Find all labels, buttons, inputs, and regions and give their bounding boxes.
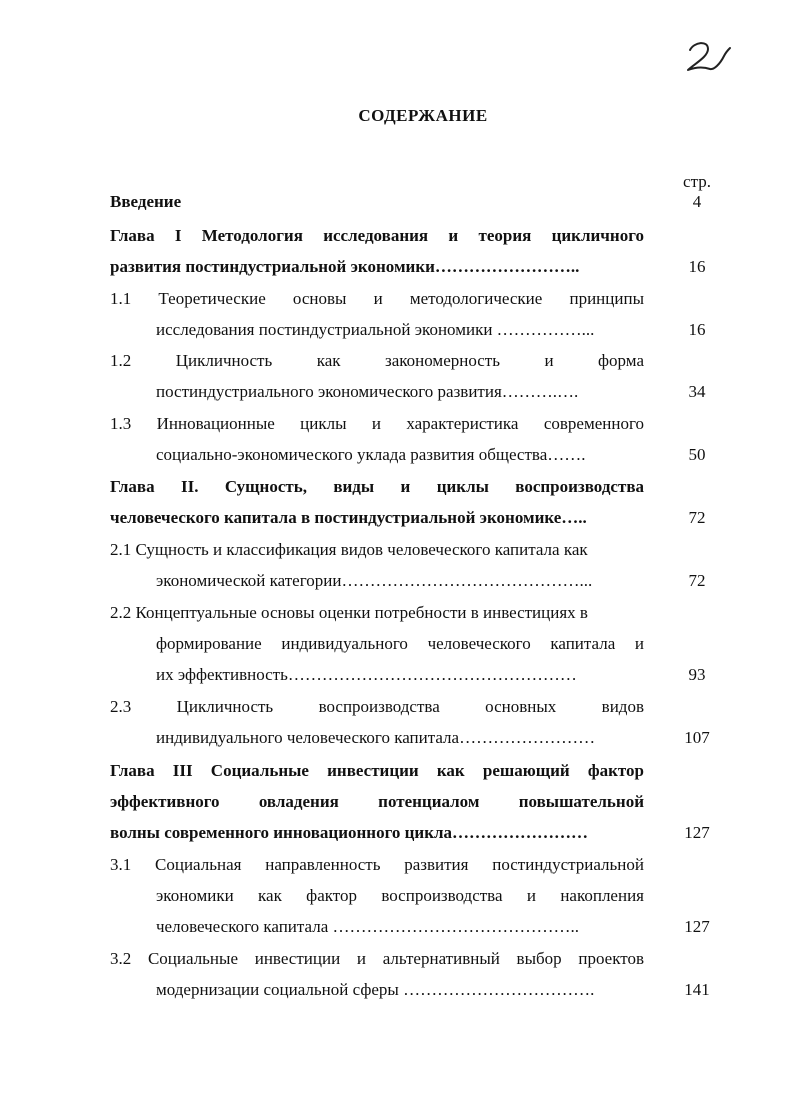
toc-entry-line: индивидуального человеческого капитала…………………… (156, 728, 596, 747)
toc-entry-line: человеческого капитала в постиндустриальной экономике….. (110, 508, 587, 527)
page-title: СОДЕРЖАНИЕ (358, 106, 488, 125)
toc-entry-line: экономики как фактор воспроизводства и накопления (156, 886, 644, 905)
toc-entry-line: 2.2 Концептуальные основы оценки потребности в инвестициях в (110, 603, 588, 622)
toc-entry-page: 16 (688, 257, 706, 276)
toc-entry-line: 3.1 Социальная направленность развития постиндустриальной (110, 855, 644, 874)
toc-entry-line: 3.2 Социальные инвестиции и альтернативный выбор проектов (110, 949, 644, 968)
toc-entry-line: исследования постиндустриальной экономики ……………... (156, 320, 595, 339)
toc-entry-line: экономической категории……………………………………... (156, 571, 593, 590)
toc-entry-line: Введение (110, 192, 182, 211)
toc-entry-line: 2.3 Цикличность воспроизводства основных видов (110, 697, 644, 716)
toc-entry-line: развития постиндустриальной экономики…………………….. (110, 257, 580, 276)
toc-entry-page: 72 (688, 508, 706, 527)
page-column-header: стр. (683, 172, 711, 191)
toc-entry-page: 127 (684, 917, 710, 936)
toc-entry-line: постиндустриального экономического развития……….…. (156, 382, 579, 401)
toc-entry-page: 141 (684, 980, 710, 999)
toc-entry-line: 1.2 Цикличность как закономерность и форма (110, 351, 644, 370)
toc-entry-line: человеческого капитала …………………………………….. (156, 917, 580, 936)
toc-entry-page: 72 (688, 571, 706, 590)
toc-entry-page: 50 (688, 445, 706, 464)
toc-entry-line: социально-экономического уклада развития общества……. (156, 445, 586, 464)
toc-entry-line: их эффективность…………………………………………… (156, 665, 577, 684)
toc-entry-line: формирование индивидуального человеческого капитала и (156, 634, 644, 653)
toc-entry-line: модернизации социальной сферы ……………………………. (156, 980, 595, 999)
toc-entry-line: волны современного инновационного цикла…………………… (110, 823, 589, 842)
toc-entry-line: Глава II. Сущность, виды и циклы воспроизводства (110, 477, 644, 496)
toc-entry-line: 2.1 Сущность и классификация видов человеческого капитала как (110, 540, 588, 559)
toc-entry-page: 107 (684, 728, 710, 747)
handwritten-page-number (684, 36, 734, 82)
toc-entry-page: 93 (688, 665, 706, 684)
toc-entry-line: Глава III Социальные инвестиции как решающий фактор (110, 761, 644, 780)
toc-entry-page: 34 (688, 382, 706, 401)
toc-entry-page: 16 (688, 320, 706, 339)
toc-entry-line: Глава I Методология исследования и теория цикличного (110, 226, 644, 245)
toc-entry-line: 1.1 Теоретические основы и методологические принципы (110, 289, 644, 308)
toc-entry-page: 127 (684, 823, 710, 842)
toc-entry-line: 1.3 Инновационные циклы и характеристика современного (110, 414, 644, 433)
toc-entry-page: 4 (692, 192, 702, 211)
toc-entry-line: эффективного овладения потенциалом повышательной (110, 792, 644, 811)
